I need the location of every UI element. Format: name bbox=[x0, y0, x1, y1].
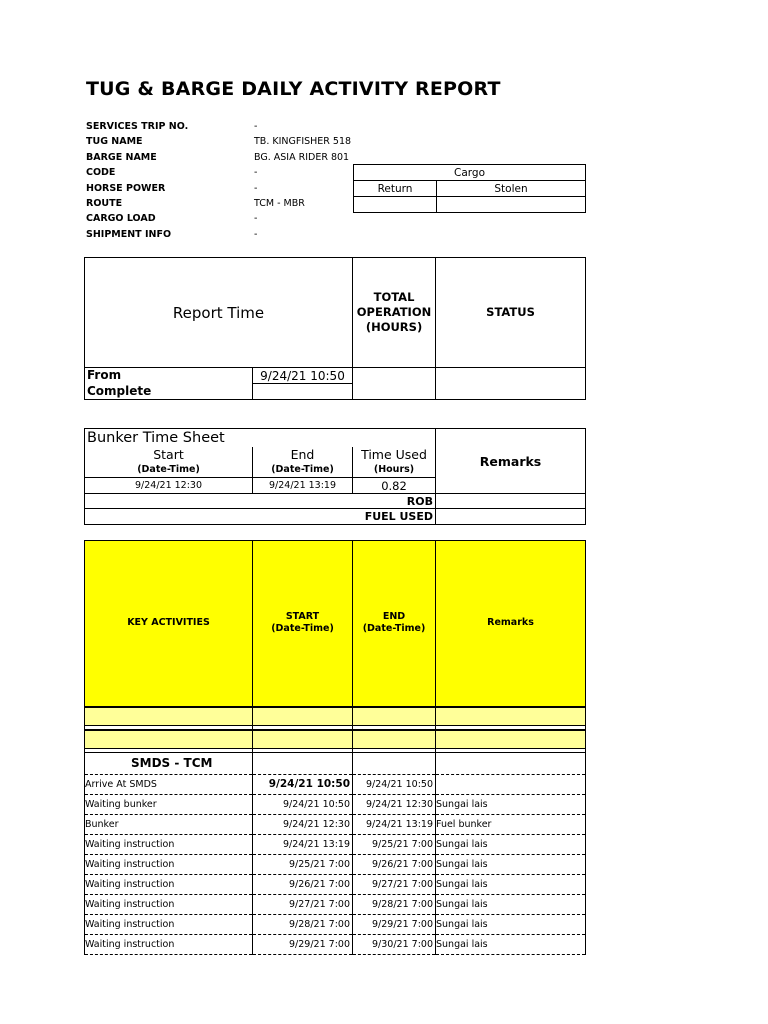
report-time-label: Report Time bbox=[85, 258, 353, 368]
info-label-trip: SERVICES TRIP NO. bbox=[86, 121, 189, 132]
activity-cell: Waiting instruction bbox=[85, 894, 253, 914]
bunker-time-used-header: Time Used bbox=[353, 447, 436, 462]
bunker-start-header: Start bbox=[85, 447, 253, 462]
info-label-shipment: SHIPMENT INFO bbox=[86, 229, 172, 240]
activity-cell: Waiting instruction bbox=[85, 874, 253, 894]
bunker-hours-sub: (Hours) bbox=[353, 462, 436, 478]
fuel-used-label: FUEL USED bbox=[85, 509, 436, 525]
end-cell: 9/24/21 12:30 bbox=[353, 794, 436, 814]
activity-cell: Waiting bunker bbox=[85, 794, 253, 814]
start-cell: 9/27/21 7:00 bbox=[253, 894, 353, 914]
info-value-barge: BG. ASIA RIDER 801 bbox=[254, 152, 350, 163]
fuel-used-value bbox=[436, 509, 586, 525]
complete-label: Complete bbox=[85, 384, 253, 400]
bunker-remarks-header: Remarks bbox=[436, 429, 586, 494]
activity-cell: Waiting instruction bbox=[85, 914, 253, 934]
activities-table bbox=[84, 540, 586, 955]
table-row bbox=[85, 834, 586, 854]
activity-cell: Waiting instruction bbox=[85, 854, 253, 874]
activity-cell: Waiting instruction bbox=[85, 934, 253, 954]
info-value-horsepower: - bbox=[254, 183, 258, 194]
table-row bbox=[85, 774, 586, 794]
info-label-barge: BARGE NAME bbox=[86, 152, 157, 163]
table-row bbox=[85, 854, 586, 874]
stolen-label: Stolen bbox=[437, 181, 586, 197]
info-label-code: CODE bbox=[86, 167, 116, 178]
table-row bbox=[85, 894, 586, 914]
remarks-cell: Sungai lais bbox=[436, 794, 586, 814]
bunker-used-value: 0.82 bbox=[353, 478, 436, 494]
bunker-end-value: 9/24/21 13:19 bbox=[253, 478, 353, 494]
bunker-title: Bunker Time Sheet bbox=[85, 429, 436, 447]
cargo-box bbox=[353, 164, 586, 213]
rob-value bbox=[436, 494, 586, 509]
info-value-tug: TB. KINGFISHER 518 bbox=[254, 136, 352, 147]
from-value: 9/24/21 10:50 bbox=[253, 368, 353, 384]
remarks-cell: Sungai lais bbox=[436, 934, 586, 954]
end-header: END (Date-Time) bbox=[353, 541, 436, 707]
cargo-label: Cargo bbox=[354, 165, 586, 181]
bunker-table bbox=[84, 428, 586, 525]
start-cell: 9/24/21 12:30 bbox=[253, 814, 353, 834]
activity-cell: Waiting instruction bbox=[85, 834, 253, 854]
activity-cell: Arrive At SMDS bbox=[85, 774, 253, 794]
key-activities-header: KEY ACTIVITIES bbox=[85, 541, 253, 707]
remarks-cell: Sungai lais bbox=[436, 874, 586, 894]
table-row bbox=[85, 874, 586, 894]
table-row bbox=[85, 914, 586, 934]
report-time-table bbox=[84, 257, 586, 400]
end-cell: 9/27/21 7:00 bbox=[353, 874, 436, 894]
start-cell: 9/29/21 7:00 bbox=[253, 934, 353, 954]
remarks-cell: Sungai lais bbox=[436, 834, 586, 854]
remarks-cell: Sungai lais bbox=[436, 854, 586, 874]
end-cell: 9/28/21 7:00 bbox=[353, 894, 436, 914]
end-cell: 9/30/21 7:00 bbox=[353, 934, 436, 954]
start-cell: 9/24/21 10:50 bbox=[253, 794, 353, 814]
bunker-start-sub: (Date-Time) bbox=[85, 462, 253, 478]
total-operation-header: TOTAL OPERATION (HOURS) bbox=[353, 258, 436, 368]
info-value-code: - bbox=[254, 167, 258, 178]
bunker-end-header: End bbox=[253, 447, 353, 462]
rob-label: ROB bbox=[85, 494, 436, 509]
end-cell: 9/24/21 13:19 bbox=[353, 814, 436, 834]
activity-cell: Bunker bbox=[85, 814, 253, 834]
start-cell: 9/24/21 13:19 bbox=[253, 834, 353, 854]
start-cell: 9/25/21 7:00 bbox=[253, 854, 353, 874]
status-value bbox=[436, 368, 586, 400]
total-operation-value bbox=[353, 368, 436, 400]
info-value-trip: - bbox=[254, 121, 258, 132]
remarks-cell bbox=[436, 774, 586, 794]
remarks-header: Remarks bbox=[436, 541, 586, 707]
section-title: SMDS - TCM bbox=[85, 752, 253, 774]
bunker-end-sub: (Date-Time) bbox=[253, 462, 353, 478]
info-value-cargo-load: - bbox=[254, 213, 258, 224]
end-cell: 9/26/21 7:00 bbox=[353, 854, 436, 874]
start-header: START (Date-Time) bbox=[253, 541, 353, 707]
info-label-tug: TUG NAME bbox=[86, 136, 143, 147]
remarks-cell: Sungai lais bbox=[436, 894, 586, 914]
end-cell: 9/29/21 7:00 bbox=[353, 914, 436, 934]
start-cell: 9/28/21 7:00 bbox=[253, 914, 353, 934]
status-header: STATUS bbox=[436, 258, 586, 368]
end-cell: 9/25/21 7:00 bbox=[353, 834, 436, 854]
table-row bbox=[85, 814, 586, 834]
info-label-route: ROUTE bbox=[86, 198, 123, 209]
stolen-value bbox=[437, 197, 586, 213]
from-label: From bbox=[85, 368, 253, 384]
table-row bbox=[85, 794, 586, 814]
end-cell: 9/24/21 10:50 bbox=[353, 774, 436, 794]
table-row bbox=[85, 934, 586, 954]
info-value-route: TCM - MBR bbox=[254, 198, 305, 209]
remarks-cell: Fuel bunker bbox=[436, 814, 586, 834]
complete-value bbox=[253, 384, 353, 400]
return-label: Return bbox=[354, 181, 437, 197]
info-value-shipment: - bbox=[254, 229, 258, 240]
info-label-cargo-load: CARGO LOAD bbox=[86, 213, 156, 224]
remarks-cell: Sungai lais bbox=[436, 914, 586, 934]
report-title: TUG & BARGE DAILY ACTIVITY REPORT bbox=[86, 78, 501, 100]
return-value bbox=[354, 197, 437, 213]
start-cell: 9/26/21 7:00 bbox=[253, 874, 353, 894]
info-label-horsepower: HORSE POWER bbox=[86, 183, 166, 194]
start-cell: 9/24/21 10:50 bbox=[253, 774, 353, 794]
bunker-start-value: 9/24/21 12:30 bbox=[85, 478, 253, 494]
